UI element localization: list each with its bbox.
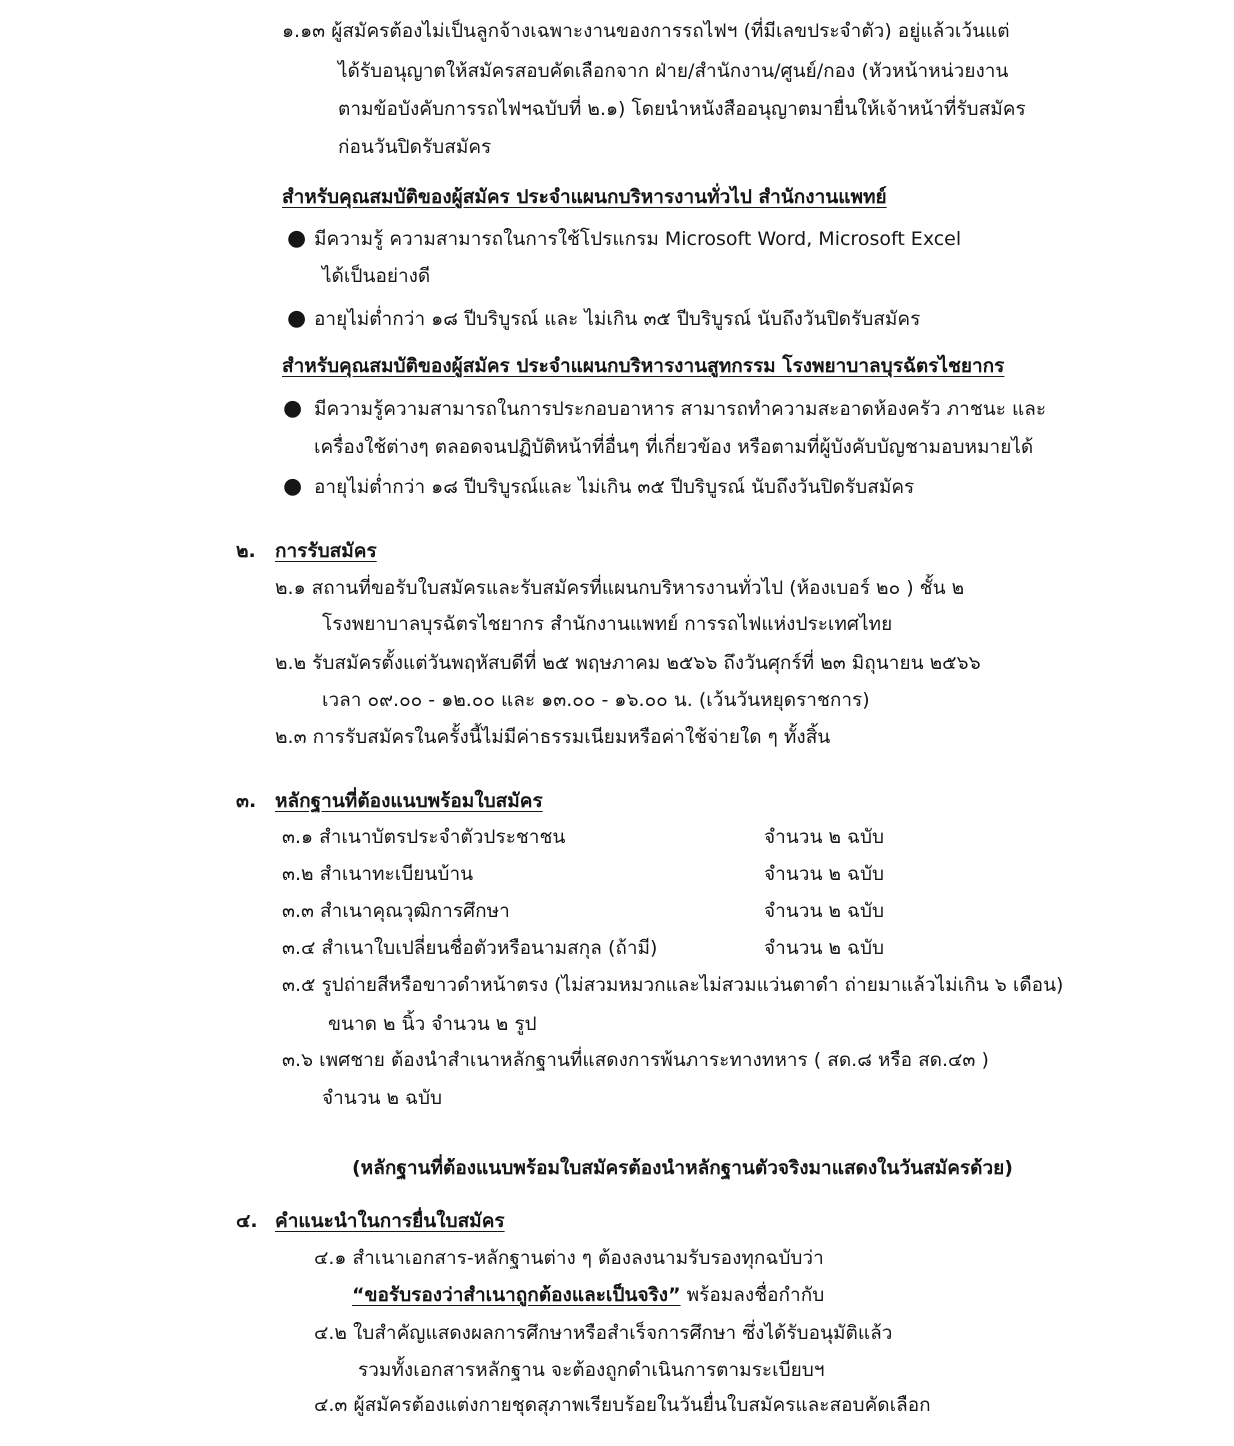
item-4-2-line-1: ๔.๒ ใบสำคัญแสดงผลการศึกษาหรือสำเร็จการศึกษา ซึ่งได้รับอนุมัติแล้ว <box>314 1322 893 1344</box>
item-2-2-line-2: เวลา ๐๙.๐๐ - ๑๒.๐๐ และ ๑๓.๐๐ - ๑๖.๐๐ น. (เว้นวันหยุดราชการ) <box>322 689 870 711</box>
section-2-heading: การรับสมัคร <box>275 540 377 562</box>
documents-note: (หลักฐานที่ต้องแนบพร้อมใบสมัครต้องนำหลักฐานตัวจริงมาแสดงในวันสมัครด้วย) <box>352 1157 1013 1179</box>
doc-3-3-qty: จำนวน ๒ ฉบับ <box>764 900 885 922</box>
section-3-heading: หลักฐานที่ต้องแนบพร้อมใบสมัคร <box>275 790 543 812</box>
kitchen-heading: สำหรับคุณสมบัติของผู้สมัคร ประจำแผนกบริหารงานสูทกรรม โรงพยาบาลบุรฉัตรไชยากร <box>282 355 1005 377</box>
bullet-icon: ● <box>283 396 303 421</box>
item-1-13-line-4: ก่อนวันปิดรับสมัคร <box>338 136 492 158</box>
doc-3-3-label: ๓.๓ สำเนาคุณวุฒิการศึกษา <box>282 900 510 922</box>
item-4-1-tail: พร้อมลงชื่อกำกับ <box>686 1284 825 1306</box>
item-1-13-line-3: ตามข้อบังคับการรถไฟฯฉบับที่ ๒.๑) โดยนำหนังสืออนุญาตมายื่นให้เจ้าหน้าที่รับสมัคร <box>338 98 1026 120</box>
item-2-2-line-1: ๒.๒ รับสมัครตั้งแต่วันพฤหัสบดีที่ ๒๕ พฤษภาคม ๒๕๖๖ ถึงวันศุกร์ที่ ๒๓ มิถุนายน ๒๕๖๖ <box>275 652 981 674</box>
doc-3-2-qty: จำนวน ๒ ฉบับ <box>764 863 885 885</box>
item-2-1-line-1: ๒.๑ สถานที่ขอรับใบสมัครและรับสมัครที่แผนกบริหารงานทั่วไป (ห้องเบอร์ ๒๐ ) ชั้น ๒ <box>275 577 965 599</box>
section-3-number: ๓. <box>236 790 257 812</box>
general-admin-bullet-1-line-2: ได้เป็นอย่างดี <box>322 265 431 287</box>
bullet-icon: ● <box>287 226 307 251</box>
item-4-2-line-2: รวมทั้งเอกสารหลักฐาน จะต้องถูกดำเนินการตามระเบียบฯ <box>358 1359 825 1381</box>
doc-3-1-label: ๓.๑ สำเนาบัตรประจำตัวประชาชน <box>282 826 566 848</box>
item-1-13-line-1: ๑.๑๓ ผู้สมัครต้องไม่เป็นลูกจ้างเฉพาะงานของการรถไฟฯ (ที่มีเลขประจำตัว) อยู่แล้วเว้นแต่ <box>282 20 1010 42</box>
section-2-number: ๒. <box>236 540 256 562</box>
item-3-5-line-2: ขนาด ๒ นิ้ว จำนวน ๒ รูป <box>328 1013 537 1035</box>
item-4-1-line-2 <box>352 1282 824 1308</box>
doc-3-4-qty: จำนวน ๒ ฉบับ <box>764 937 885 959</box>
bullet-icon: ● <box>283 474 303 499</box>
certification-quote: “ขอรับรองว่าสำเนาถูกต้องและเป็นจริง” <box>352 1284 681 1306</box>
doc-3-4-label: ๓.๔ สำเนาใบเปลี่ยนชื่อตัวหรือนามสกุล (ถ้ามี) <box>282 937 658 959</box>
kitchen-bullet-1-line-1: มีความรู้ความสามารถในการประกอบอาหาร สามารถทำความสะอาดห้องครัว ภาชนะ และ <box>314 398 1047 420</box>
doc-3-2-label: ๓.๒ สำเนาทะเบียนบ้าน <box>282 863 474 885</box>
general-admin-heading: สำหรับคุณสมบัติของผู้สมัคร ประจำแผนกบริหารงานทั่วไป สำนักงานแพทย์ <box>282 186 887 208</box>
general-admin-bullet-2: อายุไม่ต่ำกว่า ๑๘ ปีบริบูรณ์ และ ไม่เกิน ๓๕ ปีบริบูรณ์ นับถึงวันปิดรับสมัคร <box>314 308 921 330</box>
kitchen-bullet-1-line-2: เครื่องใช้ต่างๆ ตลอดจนปฏิบัติหน้าที่อื่นๆ ที่เกี่ยวข้อง หรือตามที่ผู้บังคับบัญชามอบหมายได้ <box>314 436 1034 458</box>
item-1-13-line-2: ได้รับอนุญาตให้สมัครสอบคัดเลือกจาก ฝ่าย/สำนักงาน/ศูนย์/กอง (หัวหน้าหน่วยงาน <box>338 60 1009 82</box>
item-4-3: ๔.๓ ผู้สมัครต้องแต่งกายชุดสุภาพเรียบร้อยในวันยื่นใบสมัครและสอบคัดเลือก <box>314 1394 931 1416</box>
doc-3-1-qty: จำนวน ๒ ฉบับ <box>764 826 885 848</box>
kitchen-bullet-2: อายุไม่ต่ำกว่า ๑๘ ปีบริบูรณ์และ ไม่เกิน ๓๕ ปีบริบูรณ์ นับถึงวันปิดรับสมัคร <box>314 476 915 498</box>
item-4-1-line-1: ๔.๑ สำเนาเอกสาร-หลักฐานต่าง ๆ ต้องลงนามรับรองทุกฉบับว่า <box>314 1247 824 1269</box>
item-3-6-line-2: จำนวน ๒ ฉบับ <box>322 1087 443 1109</box>
bullet-icon: ● <box>287 306 307 331</box>
item-3-5-line-1: ๓.๕ รูปถ่ายสีหรือขาวดำหน้าตรง (ไม่สวมหมวกและไม่สวมแว่นตาดำ ถ่ายมาแล้วไม่เกิน ๖ เดือน) <box>282 974 1064 996</box>
general-admin-bullet-1-line-1: มีความรู้ ความสามารถในการใช้โปรแกรม Microsoft Word, Microsoft Excel <box>314 228 962 250</box>
item-2-3: ๒.๓ การรับสมัครในครั้งนี้ไม่มีค่าธรรมเนียมหรือค่าใช้จ่ายใด ๆ ทั้งสิ้น <box>275 726 831 748</box>
item-3-6-line-1: ๓.๖ เพศชาย ต้องนำสำเนาหลักฐานที่แสดงการพ้นภาระทางทหาร ( สด.๘ หรือ สด.๔๓ ) <box>282 1049 989 1071</box>
section-4-number: ๔. <box>236 1210 258 1232</box>
item-2-1-line-2: โรงพยาบาลบุรฉัตรไชยากร สำนักงานแพทย์ การรถไฟแห่งประเทศไทย <box>322 613 893 635</box>
section-4-heading: คำแนะนำในการยื่นใบสมัคร <box>275 1210 505 1232</box>
